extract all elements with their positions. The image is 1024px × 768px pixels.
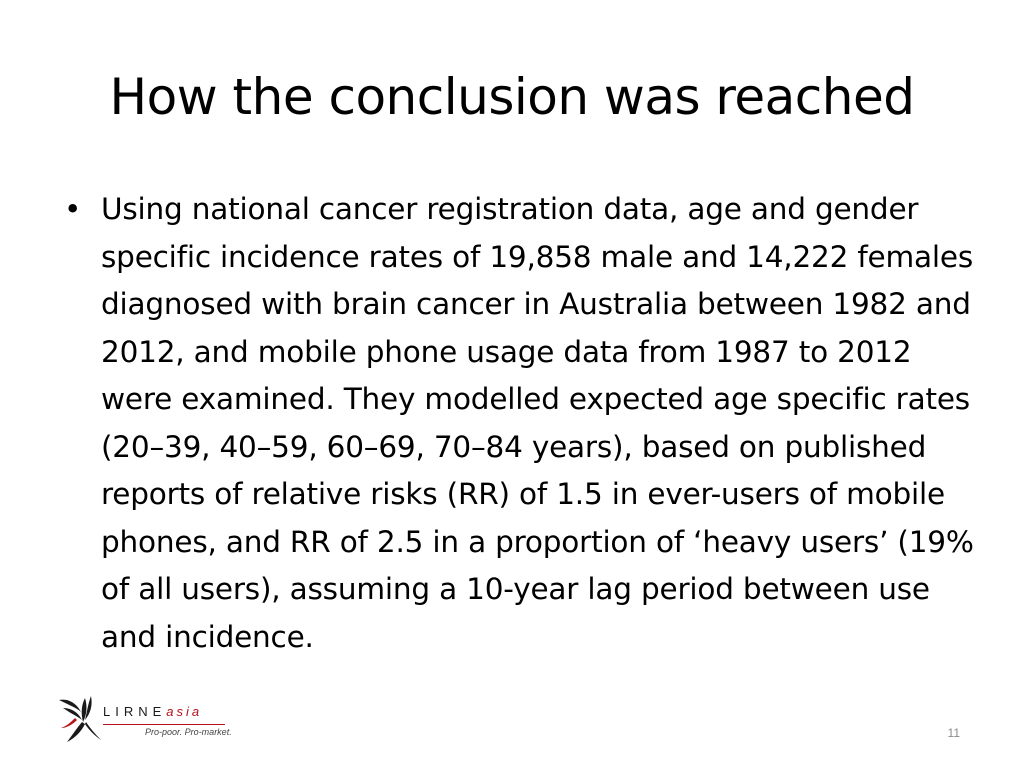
- logo-divider: [103, 724, 225, 725]
- slide-number: 11: [947, 726, 960, 740]
- logo-tagline: Pro-poor. Pro-market.: [145, 727, 232, 737]
- stylized-bird-logo-icon: [55, 692, 105, 746]
- slide-title: How the conclusion was reached: [109, 68, 915, 126]
- logo-name: [103, 704, 202, 719]
- bullet-item: [60, 186, 980, 661]
- bullet-icon: •: [64, 192, 82, 226]
- bullet-list: [60, 186, 980, 661]
- bullet-text: Using national cancer registration data, age and gender specific incidence rates of 19,858 male and 14,222 females diagnosed with brain cancer in Australia between 1982 and 2012, and mobile phone usage data from 1987 to 2012 were examined. They modelled expected age specific rates (20–39, 40–59, 60–69, 70–84 years), based on published reports of relative risks (RR) of 1.5 in ever-users of mobile phones, and RR of 2.5 in a proportion of ‘heavy users’ (19% of all users), assuming a 10-year lag period between use and incidence.: [101, 192, 974, 654]
- lirneasia-logo: [55, 692, 235, 748]
- logo-name-main: LIRNE: [103, 704, 167, 719]
- logo-name-accent: asia: [166, 704, 203, 719]
